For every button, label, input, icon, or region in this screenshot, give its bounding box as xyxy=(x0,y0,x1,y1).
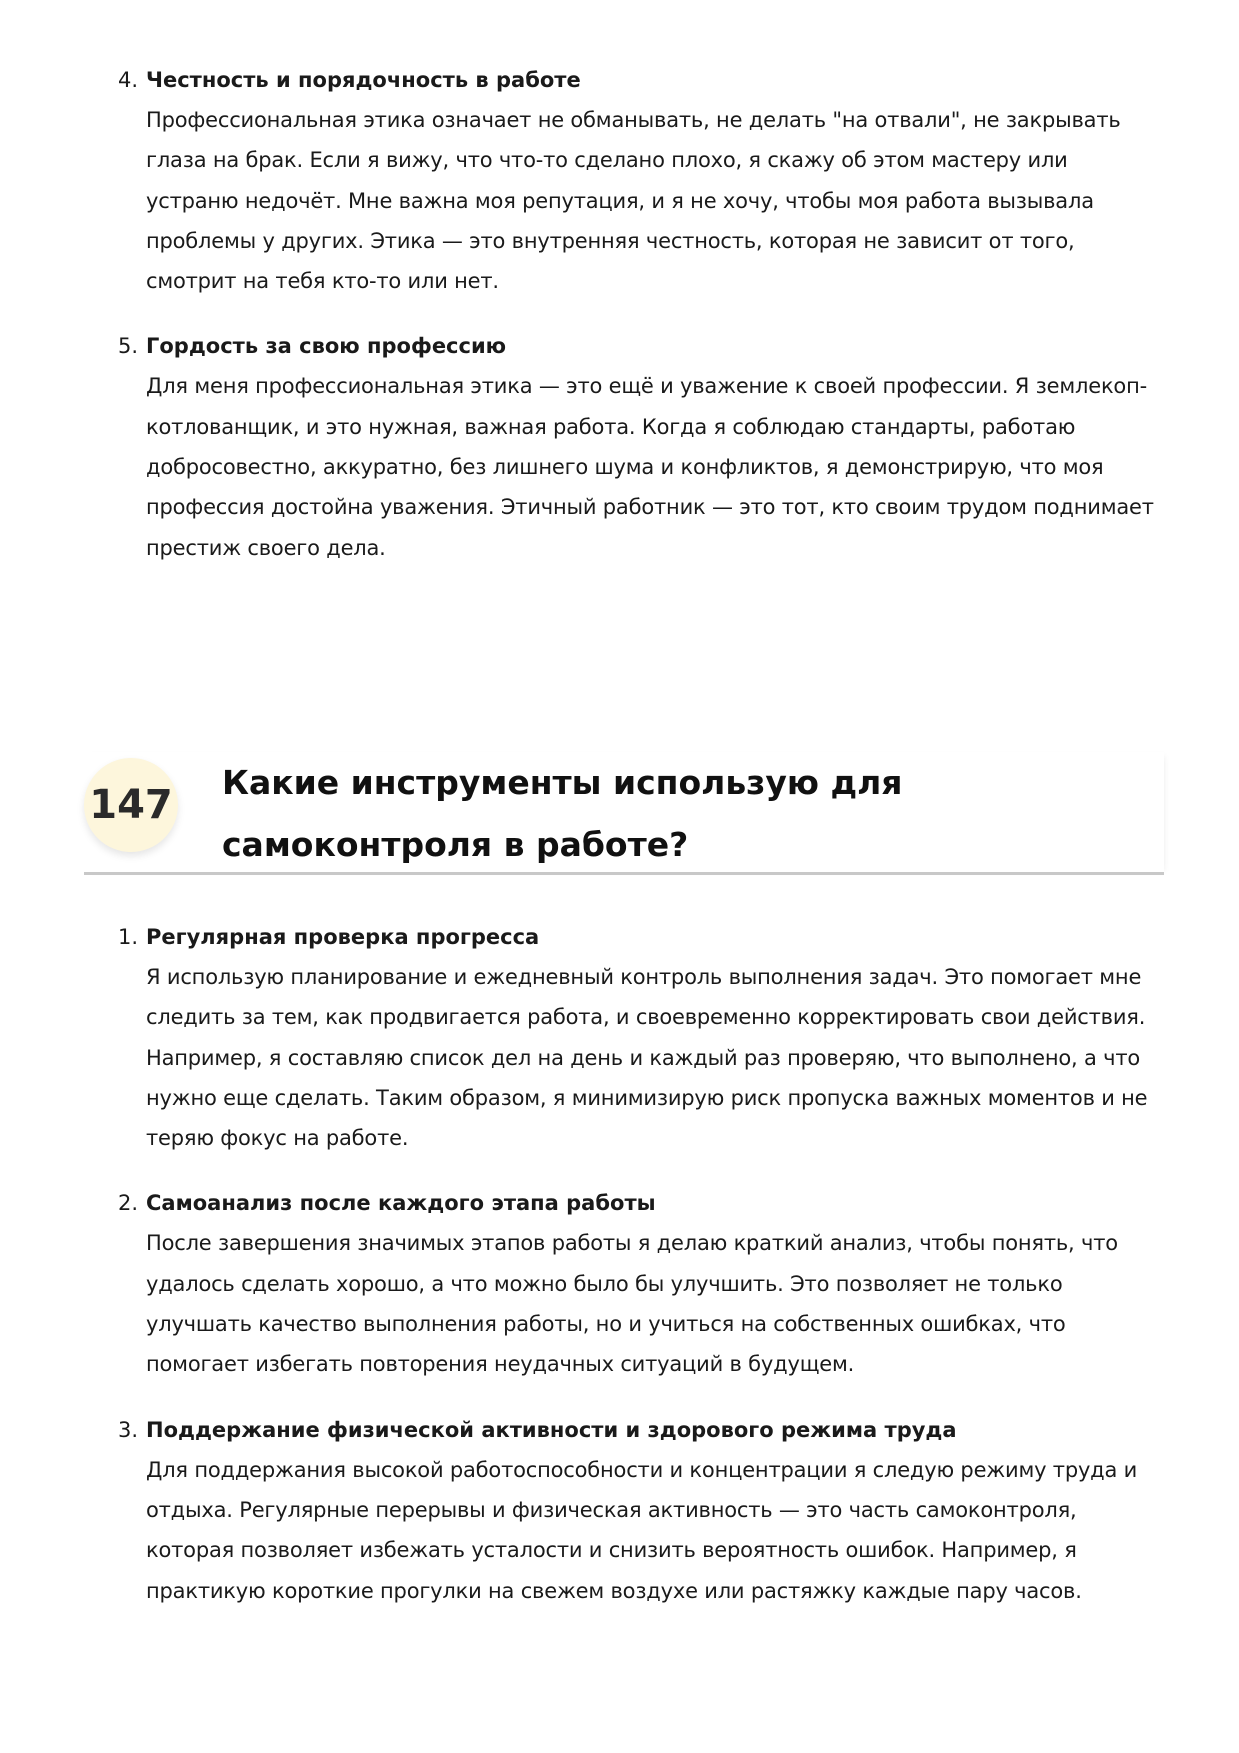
item-title: Самоанализ после каждого этапа работы xyxy=(146,1191,656,1216)
question-title: Какие инструменты использую для самоконтроля в работе? xyxy=(222,763,903,864)
list-item xyxy=(0,60,1166,301)
list-section-2 xyxy=(0,917,1239,1636)
item-number: 1. xyxy=(118,925,139,949)
question-number-badge: 147 xyxy=(84,758,178,852)
list-item xyxy=(0,326,1166,567)
item-number: 4. xyxy=(118,68,139,92)
item-number: 5. xyxy=(118,334,139,359)
item-body: Я использую планирование и ежедневный контроль выполнения задач. Это помогает мне следить за тем, как продвигается работа, и своевременно корректировать свои действия. Например, я составляю список дел на день и каждый раз проверяю, что выполнено, а что нужно еще сделать. Таким образом, я минимизирую риск пропуска важных моментов и не теряю фокус на работе. xyxy=(146,965,1148,1151)
list-section-1 xyxy=(0,60,1239,593)
question-heading xyxy=(84,752,1164,875)
item-title: Регулярная проверка прогресса xyxy=(146,925,540,949)
item-body: После завершения значимых этапов работы я делаю краткий анализ, чтобы понять, что удалось сделать хорошо, а что можно было бы улучшить. Это позволяет не только улучшать качество выполнения работы, но и учиться на собственных ошибках, что помогает избегать повторения неудачных ситуаций в будущем. xyxy=(146,1231,1118,1377)
list-item xyxy=(0,1183,1166,1384)
item-title: Поддержание физической активности и здорового режима труда xyxy=(146,1417,957,1442)
list-item xyxy=(0,1410,1166,1611)
item-title: Честность и порядочность в работе xyxy=(146,68,581,92)
item-body: Для меня профессиональная этика — это ещё и уважение к своей профессии. Я землекоп-котлованщик, и это нужная, важная работа. Когда я соблюдаю стандарты, работаю добросовестно, аккуратно, без лишнего шума и конфликтов, я демонстрирую, что моя профессия достойна уважения. Этичный работник — это тот, кто своим трудом поднимает престиж своего дела. xyxy=(146,374,1154,560)
item-body: Профессиональная этика означает не обманывать, не делать "на отвали", не закрывать глаза на брак. Если я вижу, что что-то сделано плохо, я скажу об этом мастеру или устраню недочёт. Мне важна моя репутация, и я не хочу, чтобы моя работа вызывала проблемы у других. Этика — это внутренняя честность, которая не зависит от того, смотрит на тебя кто-то или нет. xyxy=(146,108,1121,294)
list-item xyxy=(0,917,1166,1158)
item-number: 3. xyxy=(118,1417,139,1442)
item-body: Для поддержания высокой работоспособности и концентрации я следую режиму труда и отдыха. Регулярные перерывы и физическая активность — это часть самоконтроля, которая позволяет избежать усталости и снизить вероятность ошибок. Например, я практикую короткие прогулки на свежем воздухе или растяжку каждые пару часов. xyxy=(146,1457,1138,1603)
item-number: 2. xyxy=(118,1191,139,1216)
item-title: Гордость за свою профессию xyxy=(146,334,507,359)
